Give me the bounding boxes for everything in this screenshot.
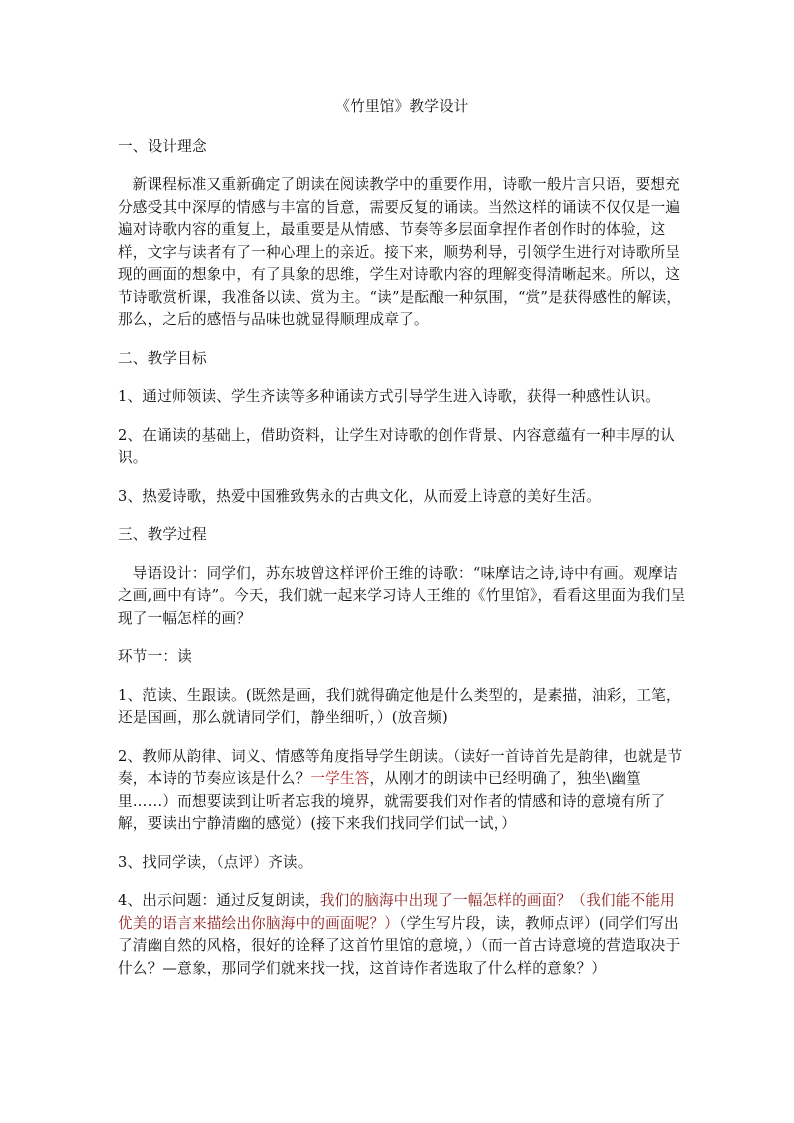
document-body bbox=[118, 96, 686, 996]
step4-text-a: 4、出示问题：通过反复朗读， bbox=[118, 892, 320, 909]
step-item-2 bbox=[118, 746, 686, 836]
step2-text-a: 2、教师从韵律、词义、情感等角度指导学生朗读。（读好一首诗首先是韵律，也就是节奏，本诗的节奏应该是什么？ bbox=[118, 747, 683, 787]
step2-highlight: 一学生答 bbox=[310, 770, 370, 787]
goal-item-2: 2、在诵读的基础上，借助资料，让学生对诗歌的创作背景、内容意蕴有一种丰厚的认识。 bbox=[118, 426, 675, 466]
step-item-1: 1、范读、生跟读。(既然是画，我们就得确定他是什么类型的，是素描，油彩，工笔，还是国画，那么就请同学们，静坐细听，）(放音频) bbox=[118, 686, 681, 726]
intro-paragraph: 导语设计：同学们，苏东坡曾这样评价王维的诗歌：“味摩诘之诗,诗中有画。观摩诘之画,画中有诗”。今天，我们就一起来学习诗人王维的《竹里馆》，看看这里面为我们呈现了一幅怎样的画？ bbox=[118, 564, 686, 627]
section-heading-concept: 一、设计理念 bbox=[118, 137, 207, 155]
section-heading-goals: 二、教学目标 bbox=[118, 349, 207, 367]
step-item-4 bbox=[118, 890, 686, 980]
goal-item-1: 1、通过师领读、学生齐读等多种诵读方式引导学生进入诗歌，获得一种感性认识。 bbox=[118, 388, 661, 405]
section-heading-process: 三、教学过程 bbox=[118, 526, 207, 543]
step-item-3: 3、找同学读，（点评）齐读。 bbox=[118, 853, 313, 871]
link-heading-read: 环节一：读 bbox=[118, 648, 192, 665]
step4-highlight: 我们的脑海中出现了一幅怎样的画面？（我们能不能用优美的语言来描绘出你脑海中的画面呢？） bbox=[118, 892, 675, 932]
goal-item-3: 3、热爱诗歌，热爱中国雅致隽永的古典文化，从而爱上诗意的美好生活。 bbox=[118, 487, 601, 505]
concept-paragraph: 新课程标准又重新确定了朗读在阅读教学中的重要作用，诗歌一般片言只语，要想充分感受其中深厚的情感与丰富的旨意，需要反复的诵读。当然这样的诵读不仅仅是一遍遍对诗歌内容的重复上，最重要是从情感、节奏等多层面拿捏作者创作时的体验，这样，文字与读者有了一种心理上的亲近。接下来，顺势利导，引领学生进行对诗歌所呈现的画面的想象中，有了具象的思维，学生对诗歌内容的理解变得清晰起来。所以，这节诗歌赏析课，我准备以读、赏为主。“读”是酝酿一种氛围，“赏”是获得感性的解读，那么，之后的感悟与品味也就显得顺理成章了。 bbox=[118, 176, 682, 328]
step2-text-b: ，从刚才的朗读中已经明确了，独坐\幽篁里……）而想要读到让听者忘我的境界，就需要我们对作者的情感和诗的意境有所了解，要读出宁静清幽的感觉）(接下来我们找同学们试一试，） bbox=[118, 770, 666, 832]
step4-text-b: （学生写片段，读，教师点评）(同学们写出了清幽自然的风格，很好的诠释了这首竹里馆的意境，）（而一首古诗意境的营造取决于什么？—意象，那同学们就来找一找，这首诗作者选取了什么样的意象？） bbox=[118, 914, 681, 977]
document-title: 《竹里馆》教学设计 bbox=[335, 98, 469, 115]
